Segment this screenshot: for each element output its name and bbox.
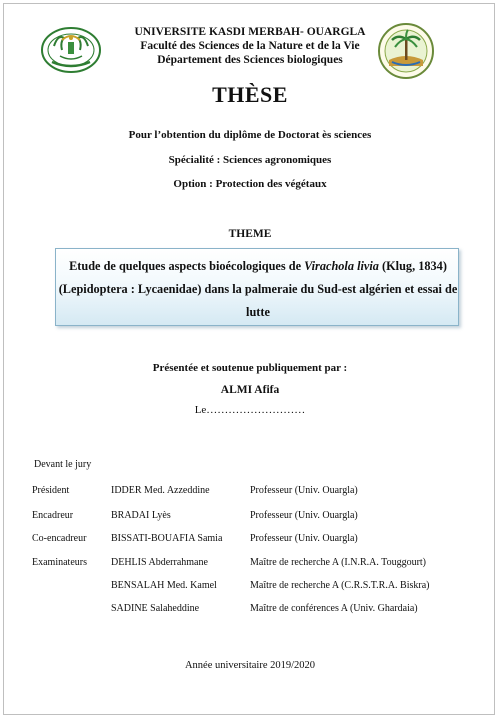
- theme-part2: (Klug, 1834) (Lepidoptera : Lycaenidae) dans la palmeraie du Sud-est algérien et essai de lutte: [58, 259, 458, 319]
- jury-title: Maître de recherche A (C.R.S.T.R.A. Biskra): [250, 580, 430, 591]
- academic-year: Année universitaire 2019/2020: [184, 660, 316, 671]
- jury-role: Co-encadreur: [32, 533, 87, 544]
- jury-name: BISSATI-BOUAFIA Samia: [111, 533, 223, 544]
- department-name: Département des Sciences biologiques: [157, 54, 343, 66]
- jury-name: BRADAI Lyès: [111, 510, 171, 521]
- university-emblem-icon: [40, 26, 102, 74]
- jury-name: BENSALAH Med. Kamel: [111, 580, 217, 591]
- page-border: [3, 3, 495, 715]
- jury-title: Professeur (Univ. Ouargla): [250, 533, 358, 544]
- jury-title: Maître de recherche A (I.N.R.A. Touggourt): [250, 557, 427, 568]
- jury-title: Professeur (Univ. Ouargla): [250, 485, 358, 496]
- jury-name: IDDER Med. Azzeddine: [111, 485, 210, 496]
- jury-title: Professeur (Univ. Ouargla): [250, 510, 358, 521]
- speciality-line: Spécialité : Sciences agronomiques: [168, 154, 332, 166]
- faculty-name: Faculté des Sciences de la Nature et de la Vie: [140, 40, 360, 52]
- jury-heading: Devant le jury: [34, 459, 92, 470]
- defense-date: Le………………………: [194, 404, 306, 416]
- jury-title: Maître de conférences A (Univ. Ghardaia): [250, 603, 418, 614]
- jury-role: Examinateurs: [32, 557, 87, 568]
- jury-role: Encadreur: [32, 510, 74, 521]
- presented-by: Présentée et soutenue publiquement par :: [152, 362, 348, 374]
- jury-role: Président: [32, 485, 70, 496]
- theme-heading: THEME: [228, 228, 272, 240]
- degree-line: Pour l’obtention du diplôme de Doctorat ès sciences: [128, 129, 372, 141]
- document-title: THÈSE: [212, 82, 288, 107]
- university-name: UNIVERSITE KASDI MERBAH- OUARGLA: [134, 26, 366, 38]
- theme-box: [55, 248, 459, 326]
- option-line: Option : Protection des végétaux: [173, 178, 327, 190]
- jury-name: DEHLIS Abderrahmane: [111, 557, 208, 568]
- theme-text: [56, 255, 460, 324]
- author-name: ALMI Afifa: [220, 384, 280, 396]
- theme-species: Virachola livia: [304, 259, 379, 273]
- jury-name: SADINE Salaheddine: [111, 603, 200, 614]
- theme-part1: Etude de quelques aspects bioécologiques de: [69, 259, 305, 273]
